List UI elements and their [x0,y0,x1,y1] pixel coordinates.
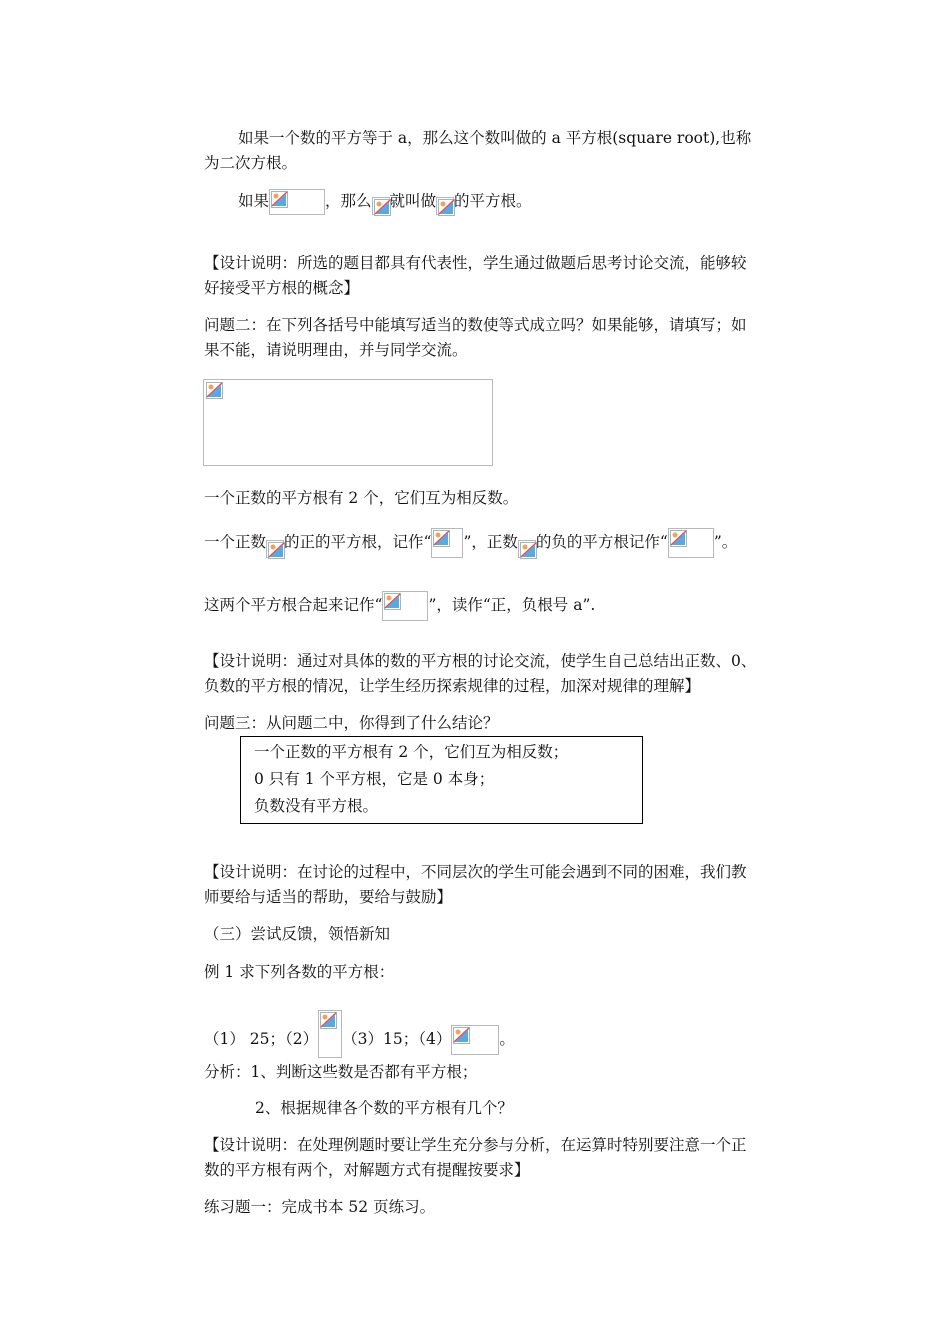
example-1-items [204,1010,515,1058]
exercise-1: 练习题一：完成书本 52 页练习。 [204,1198,436,1216]
design-note-4-line-2: 数的平方根有两个，对解题方式有提醒按要求】 [204,1161,530,1179]
design-note-3-line-2: 师要给与适当的帮助，要给与鼓励】 [204,888,453,906]
image-frame [203,379,493,466]
design-note-2-line-2: 负数的平方根的情况，让学生经历探索规律的过程，加深对规律的理解】 [204,677,701,695]
item-1-2: （1） 25；（2） [204,1030,319,1048]
definition-line-2: 为二次方根。 [204,154,298,172]
design-note-1-line-1: 【设计说明：所选的题目都具有代表性，学生通过做题后思考讨论交流，能够较 [204,254,747,272]
question-2-line-2: 果不能，请说明理由，并与同学交流。 [204,341,468,359]
question-3: 问题三：从问题二中，你得到了什么结论？ [204,714,499,732]
positive-roots-statement: 一个正数的平方根有 2 个，它们互为相反数。 [204,489,519,507]
image-placeholder-icon [266,540,284,558]
image-placeholder-icon [372,197,390,215]
definition-formula-line [238,189,532,215]
analysis-line-2: 2、根据规律各个数的平方根有几个？ [255,1099,513,1117]
item-3-4: （3）15；（4） [342,1030,452,1048]
definition-line-1: 如果一个数的平方等于 a，那么这个数叫做的 a 平方根(square root),也称 [238,129,752,147]
question-2-line-1: 问题二：在下列各括号中能填写适当的数使等式成立吗？如果能够，请填写；如 [204,316,747,334]
text-suffix: 的平方根。 [454,192,532,210]
text-p1: 一个正数 [204,533,267,551]
image-placeholder-icon [205,381,225,401]
text-p4: 的负的平方根记作“ [535,533,668,551]
text-p2: ”，读作“正，负根号 a”. [428,596,596,614]
image-placeholder-icon [269,189,325,215]
conclusion-line: 0 只有 1 个平方根，它是 0 本身； [254,770,495,788]
image-placeholder-icon [668,528,714,558]
design-note-3-line-1: 【设计说明：在讨论的过程中，不同层次的学生可能会遇到不同的困难，我们教 [204,863,747,881]
notation-line-2 [204,591,595,621]
conclusion-line: 一个正数的平方根有 2 个，它们互为相反数； [254,743,569,761]
image-placeholder-icon [318,1010,342,1058]
notation-line-1 [204,528,737,558]
image-placeholder-icon [382,591,428,621]
text-p5: ”。 [713,533,738,551]
image-placeholder-icon [518,540,536,558]
design-note-1-line-2: 好接受平方根的概念】 [204,279,360,297]
design-note-4-line-1: 【设计说明：在处理例题时要让学生充分参与分析，在运算时特别要注意一个正 [204,1136,747,1154]
text-mid2: 就叫做 [389,192,437,210]
example-1-heading: 例 1 求下列各数的平方根： [204,963,395,981]
image-placeholder-icon [431,528,463,558]
conclusion-line: 负数没有平方根。 [254,797,379,815]
image-placeholder-icon [436,197,454,215]
text-mid1: ，那么 [325,192,372,210]
text-p3: ”，正数 [463,533,518,551]
image-placeholder-icon [451,1025,499,1055]
analysis-line-1: 分析：1、判断这些数是否都有平方根； [204,1063,478,1081]
section-heading: （三）尝试反馈，领悟新知 [204,925,391,943]
conclusion-box [240,736,643,824]
item-end: 。 [499,1030,515,1048]
text-p1: 这两个平方根合起来记作“ [204,596,383,614]
design-note-2-line-1: 【设计说明：通过对具体的数的平方根的讨论交流，使学生自己总结出正数、0、 [204,652,757,670]
text-prefix: 如果 [238,192,270,210]
text-p2: 的正的平方根，记作“ [284,533,432,551]
